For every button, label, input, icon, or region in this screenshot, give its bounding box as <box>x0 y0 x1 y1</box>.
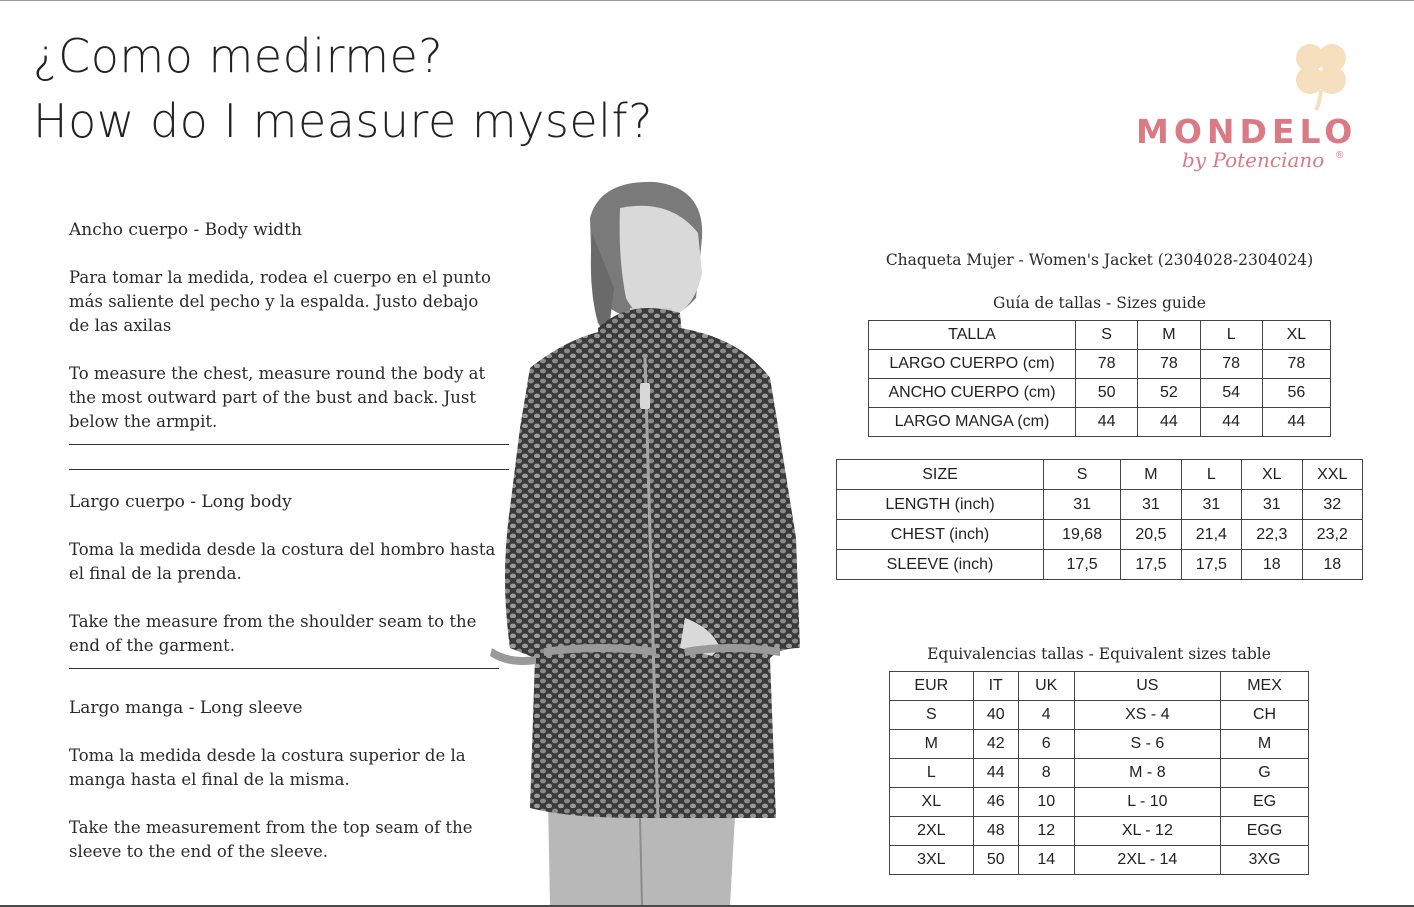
table-cell: LARGO CUERPO (cm) <box>869 350 1076 379</box>
table-row <box>890 788 1309 817</box>
table-cell: 22,3 <box>1242 520 1302 550</box>
body-width-en-1: To measure the chest, measure round the body at <box>69 364 486 383</box>
table-row <box>890 730 1309 759</box>
table-cell: 20,5 <box>1121 520 1181 550</box>
long-body-es-1: Toma la medida desde la costura del hombro hasta <box>69 540 496 559</box>
table-cell: 44 <box>1138 408 1200 437</box>
table-cell: 6 <box>1018 730 1074 759</box>
table-cell: LARGO MANGA (cm) <box>869 408 1076 437</box>
table-cell: XL <box>1262 321 1330 350</box>
cm-size-table <box>868 320 1331 437</box>
long-sleeve-en-2: sleeve to the end of the sleeve. <box>69 842 329 861</box>
table-cell: XXL <box>1302 460 1363 490</box>
table-cell: UK <box>1018 672 1074 701</box>
model-photo <box>480 178 810 905</box>
table-cell: 3XL <box>890 846 974 875</box>
table-cell: EUR <box>890 672 974 701</box>
table-cell: 4 <box>1018 701 1074 730</box>
long-sleeve-es-1: Toma la medida desde la costura superior de la <box>69 746 466 765</box>
title-spanish: ¿Como medirme? <box>33 29 444 83</box>
table-cell: L <box>890 759 974 788</box>
table-row <box>837 490 1363 520</box>
body-width-es-2: más saliente del pecho y la espalda. Justo debajo <box>69 292 479 311</box>
brand-tagline: by Potenciano <box>1182 148 1325 172</box>
inch-size-table <box>836 459 1363 580</box>
equivalence-table <box>889 671 1309 875</box>
separator-3 <box>69 668 499 669</box>
table-cell: 50 <box>973 846 1018 875</box>
separator-2 <box>69 469 509 470</box>
table-cell: 2XL - 14 <box>1074 846 1220 875</box>
registered-mark: ® <box>1336 150 1344 161</box>
table-cell: S <box>1076 321 1138 350</box>
table-cell: S <box>890 701 974 730</box>
table-cell: EG <box>1221 788 1309 817</box>
table-cell: XL - 12 <box>1074 817 1220 846</box>
table-cell: LENGTH (inch) <box>837 490 1044 520</box>
table-row <box>890 759 1309 788</box>
body-width-en-3: below the armpit. <box>69 412 218 431</box>
table-cell: 23,2 <box>1302 520 1363 550</box>
table-cell: 18 <box>1302 550 1363 580</box>
long-body-en-2: end of the garment. <box>69 636 235 655</box>
long-sleeve-en-1: Take the measurement from the top seam of the <box>69 818 473 837</box>
table-cell: 44 <box>1262 408 1330 437</box>
table-cell: L - 10 <box>1074 788 1220 817</box>
body-width-en-2: the most outward part of the bust and back. Just <box>69 388 477 407</box>
table-cell: 31 <box>1044 490 1121 520</box>
separator-1 <box>69 444 509 445</box>
table-cell: S <box>1044 460 1121 490</box>
table-cell: 40 <box>973 701 1018 730</box>
table-row <box>869 408 1331 437</box>
brand-logo <box>1136 40 1376 190</box>
table-cell: 17,5 <box>1181 550 1241 580</box>
table-cell: 78 <box>1138 350 1200 379</box>
table-cell: S - 6 <box>1074 730 1220 759</box>
table-row <box>837 550 1363 580</box>
long-sleeve-es-2: manga hasta el final de la misma. <box>69 770 350 789</box>
table-cell: 31 <box>1121 490 1181 520</box>
table-cell: M <box>890 730 974 759</box>
product-caption: Chaqueta Mujer - Women's Jacket (2304028-2304024) <box>885 251 1314 269</box>
table-cell: 14 <box>1018 846 1074 875</box>
table-cell: XL <box>890 788 974 817</box>
table-cell: XL <box>1242 460 1302 490</box>
long-sleeve-heading: Largo manga - Long sleeve <box>69 698 303 718</box>
long-body-es-2: el final de la prenda. <box>69 564 242 583</box>
table-cell: 50 <box>1076 379 1138 408</box>
table-cell: M <box>1121 460 1181 490</box>
table-cell: L <box>1200 321 1262 350</box>
table-row <box>869 350 1331 379</box>
table-cell: M <box>1221 730 1309 759</box>
table-cell: SLEEVE (inch) <box>837 550 1044 580</box>
table-cell: 10 <box>1018 788 1074 817</box>
table-cell: TALLA <box>869 321 1076 350</box>
table-cell: 42 <box>973 730 1018 759</box>
table-cell: 46 <box>973 788 1018 817</box>
table-cell: L <box>1181 460 1241 490</box>
body-width-heading: Ancho cuerpo - Body width <box>69 220 302 240</box>
table-cell: 8 <box>1018 759 1074 788</box>
table-row <box>837 520 1363 550</box>
table-cell: US <box>1074 672 1220 701</box>
long-body-en-1: Take the measure from the shoulder seam to the <box>69 612 477 631</box>
table-cell: 52 <box>1138 379 1200 408</box>
table-row <box>890 817 1309 846</box>
clover-icon <box>1280 40 1360 112</box>
table-cell: M <box>1138 321 1200 350</box>
table-cell: 44 <box>1200 408 1262 437</box>
table-row <box>890 672 1309 701</box>
table-cell: IT <box>973 672 1018 701</box>
table-cell: 78 <box>1262 350 1330 379</box>
table-cell: 12 <box>1018 817 1074 846</box>
table-cell: G <box>1221 759 1309 788</box>
table-cell: 78 <box>1200 350 1262 379</box>
table-cell: 3XG <box>1221 846 1309 875</box>
brand-name: MONDELO <box>1136 112 1358 151</box>
body-width-es-3: de las axilas <box>69 316 172 335</box>
table-cell: 19,68 <box>1044 520 1121 550</box>
table-cell: 44 <box>1076 408 1138 437</box>
table-cell: 31 <box>1242 490 1302 520</box>
table-cell: 32 <box>1302 490 1363 520</box>
table-cell: CH <box>1221 701 1309 730</box>
table-cell: 54 <box>1200 379 1262 408</box>
table-cell: EGG <box>1221 817 1309 846</box>
table-row <box>837 460 1363 490</box>
table-row <box>869 379 1331 408</box>
table-cell: 56 <box>1262 379 1330 408</box>
table-cell: 17,5 <box>1044 550 1121 580</box>
body-width-es-1: Para tomar la medida, rodea el cuerpo en el punto <box>69 268 491 287</box>
long-body-heading: Largo cuerpo - Long body <box>69 492 292 512</box>
table-row <box>890 701 1309 730</box>
table-cell: 31 <box>1181 490 1241 520</box>
table-cell: MEX <box>1221 672 1309 701</box>
table-cell: 2XL <box>890 817 974 846</box>
table-cell: M - 8 <box>1074 759 1220 788</box>
table-row <box>869 321 1331 350</box>
table-cell: 78 <box>1076 350 1138 379</box>
table-cell: XS - 4 <box>1074 701 1220 730</box>
size-guide-caption: Guía de tallas - Sizes guide <box>993 294 1206 312</box>
table-cell: 18 <box>1242 550 1302 580</box>
table-cell: 21,4 <box>1181 520 1241 550</box>
table-cell: SIZE <box>837 460 1044 490</box>
table-cell: 44 <box>973 759 1018 788</box>
table-cell: 48 <box>973 817 1018 846</box>
table-cell: 17,5 <box>1121 550 1181 580</box>
equivalence-caption: Equivalencias tallas - Equivalent sizes table <box>927 645 1271 663</box>
top-border <box>0 0 1414 1</box>
table-cell: CHEST (inch) <box>837 520 1044 550</box>
table-row <box>890 846 1309 875</box>
title-english: How do I measure myself? <box>33 94 654 148</box>
table-cell: ANCHO CUERPO (cm) <box>869 379 1076 408</box>
